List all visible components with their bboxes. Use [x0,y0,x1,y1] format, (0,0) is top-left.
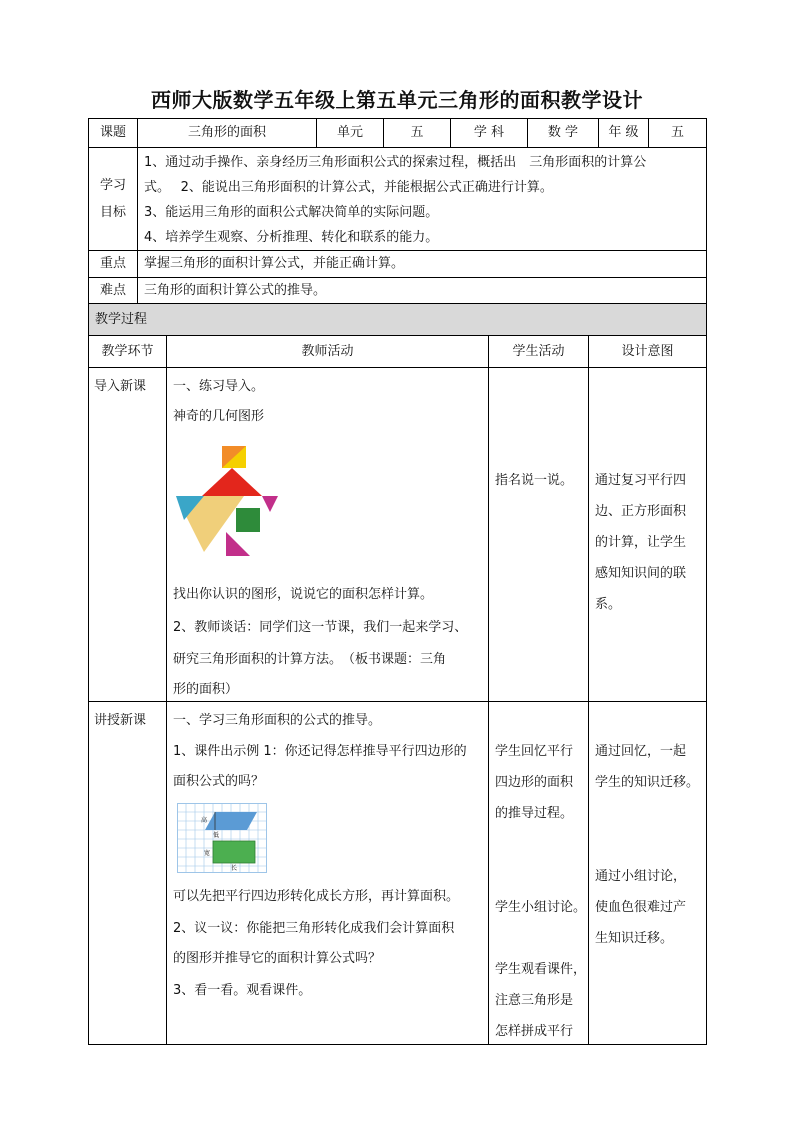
lecture-intent-line-3: 通过小组讨论， [595,869,687,884]
objectives-label-line1: 学习 [99,178,126,193]
lecture-teacher-line-6: 的图形并推导它的面积计算公式吗？ [173,951,382,966]
lecture-teacher-line-4: 可以先把平行四边形转化成长方形，再计算面积。 [173,889,460,904]
column-intent: 设计意图 [621,343,674,359]
grid-label-wide: 宽 [204,850,211,857]
objectives-label [89,148,137,250]
tangram-green-square [236,508,260,532]
intro-teacher-line-3: 找出你认识的图形，说说它的面积怎样计算。 [173,587,434,602]
column-teacher: 教师活动 [301,343,354,359]
grid-label-long: 长 [231,865,238,872]
lecture-teacher-line-3: 面积公式的吗？ [173,774,265,789]
lecture-teacher-line-2: 1、课件出示例 1：你还记得怎样推导平行四边形的 [173,744,467,759]
intro-intent-line-3: 的计算，让学生 [595,535,687,550]
process-label: 教学过程 [89,304,706,335]
lecture-student-line-5: 学生观看课件， [495,962,587,977]
lecture-teacher-line-1: 一、学习三角形面积的公式的推导。 [173,713,382,728]
intro-teacher-line-6: 形的面积） [173,682,239,697]
lecture-stage: 讲授新课 [94,713,147,728]
grid-label-low: 低 [213,832,220,839]
grade-value: 五 [670,125,684,140]
subject-label: 学 科 [473,125,505,140]
intro-teacher-line-4: 2、教师谈话：同学们这一节课，我们一起来学习、 [173,620,468,635]
difficulty-text: 三角形的面积计算公式的推导。 [144,282,327,298]
objective-line-4: 4、培养学生观察、分析推理、转化和联系的能力。 [144,230,439,245]
objective-line-2: 式。 2、能说出三角形面积的计算公式，并能根据公式正确进行计算。 [144,180,553,195]
lecture-student-line-3: 的推导过程。 [495,806,574,821]
subject-value: 数 学 [547,125,579,140]
tangram-red-triangle [202,468,262,496]
intro-intent-line-4: 感知知识间的联 [595,566,687,581]
key-point-text: 掌握三角形的面积计算公式，并能正确计算。 [144,256,405,271]
tangram-magenta-triangle [226,532,250,556]
grid-rectangle [213,841,255,863]
intro-teacher-line-2: 神奇的几何图形 [173,409,265,424]
intro-teacher-line-5: 研究三角形面积的计算方法。 （板书课题：三角 [173,652,447,667]
intro-student: 指名说一说。 [495,473,574,488]
intro-intent-line-2: 边、正方形面积 [595,504,687,519]
column-stage: 教学环节 [101,343,154,359]
intro-intent-line-1: 通过复习平行四 [595,473,687,488]
lecture-intent-line-2: 学生的知识迁移。 [595,775,700,790]
difficulty-label: 难点 [99,282,126,298]
objectives-text [144,150,704,250]
unit-value: 五 [410,125,424,140]
key-point-label: 重点 [99,256,126,271]
lecture-intent-line-1: 通过回忆，一起 [595,744,687,759]
lecture-intent-line-5: 生知识迁移。 [595,931,674,946]
objective-line-1: 1、通过动手操作、亲身经历三角形面积公式的探索过程，概括出 三角形面积的计算公 [144,155,647,170]
lecture-student-line-4: 学生小组讨论。 [495,900,587,915]
page-title: 西师大版数学五年级上第五单元三角形的面积教学设计 [151,88,643,112]
lecture-teacher-line-5: 2、议一议：你能把三角形转化成我们会计算面积 [173,921,455,936]
objectives-label-line2: 目标 [99,205,126,220]
intro-intent-line-5: 系。 [595,597,622,612]
lecture-student-line-7: 怎样拼成平行 [495,1024,574,1039]
tangram-purple-triangle [262,496,278,512]
lecture-intent-line-4: 使血色很难过产 [595,900,687,915]
lecture-student-line-1: 学生回忆平行 [495,744,574,759]
tangram-figure [174,440,284,560]
grid-label-high: 高 [201,817,208,824]
unit-label: 单元 [336,125,363,140]
topic-value: 三角形的面积 [187,125,266,140]
lecture-student-line-2: 四边形的面积 [495,775,574,790]
grade-label: 年 级 [608,125,639,140]
intro-stage: 导入新课 [94,379,147,394]
column-student: 学生活动 [512,343,565,359]
objective-line-3: 3、能运用三角形的面积公式解决简单的实际问题。 [144,205,439,220]
parallelogram-to-rectangle-grid [177,803,267,873]
lecture-teacher-line-7: 3、看一看。观看课件。 [173,983,312,998]
topic-label: 课题 [99,125,126,140]
lecture-student-line-6: 注意三角形是 [495,993,574,1008]
intro-teacher-line-1: 一、练习导入。 [173,379,265,394]
